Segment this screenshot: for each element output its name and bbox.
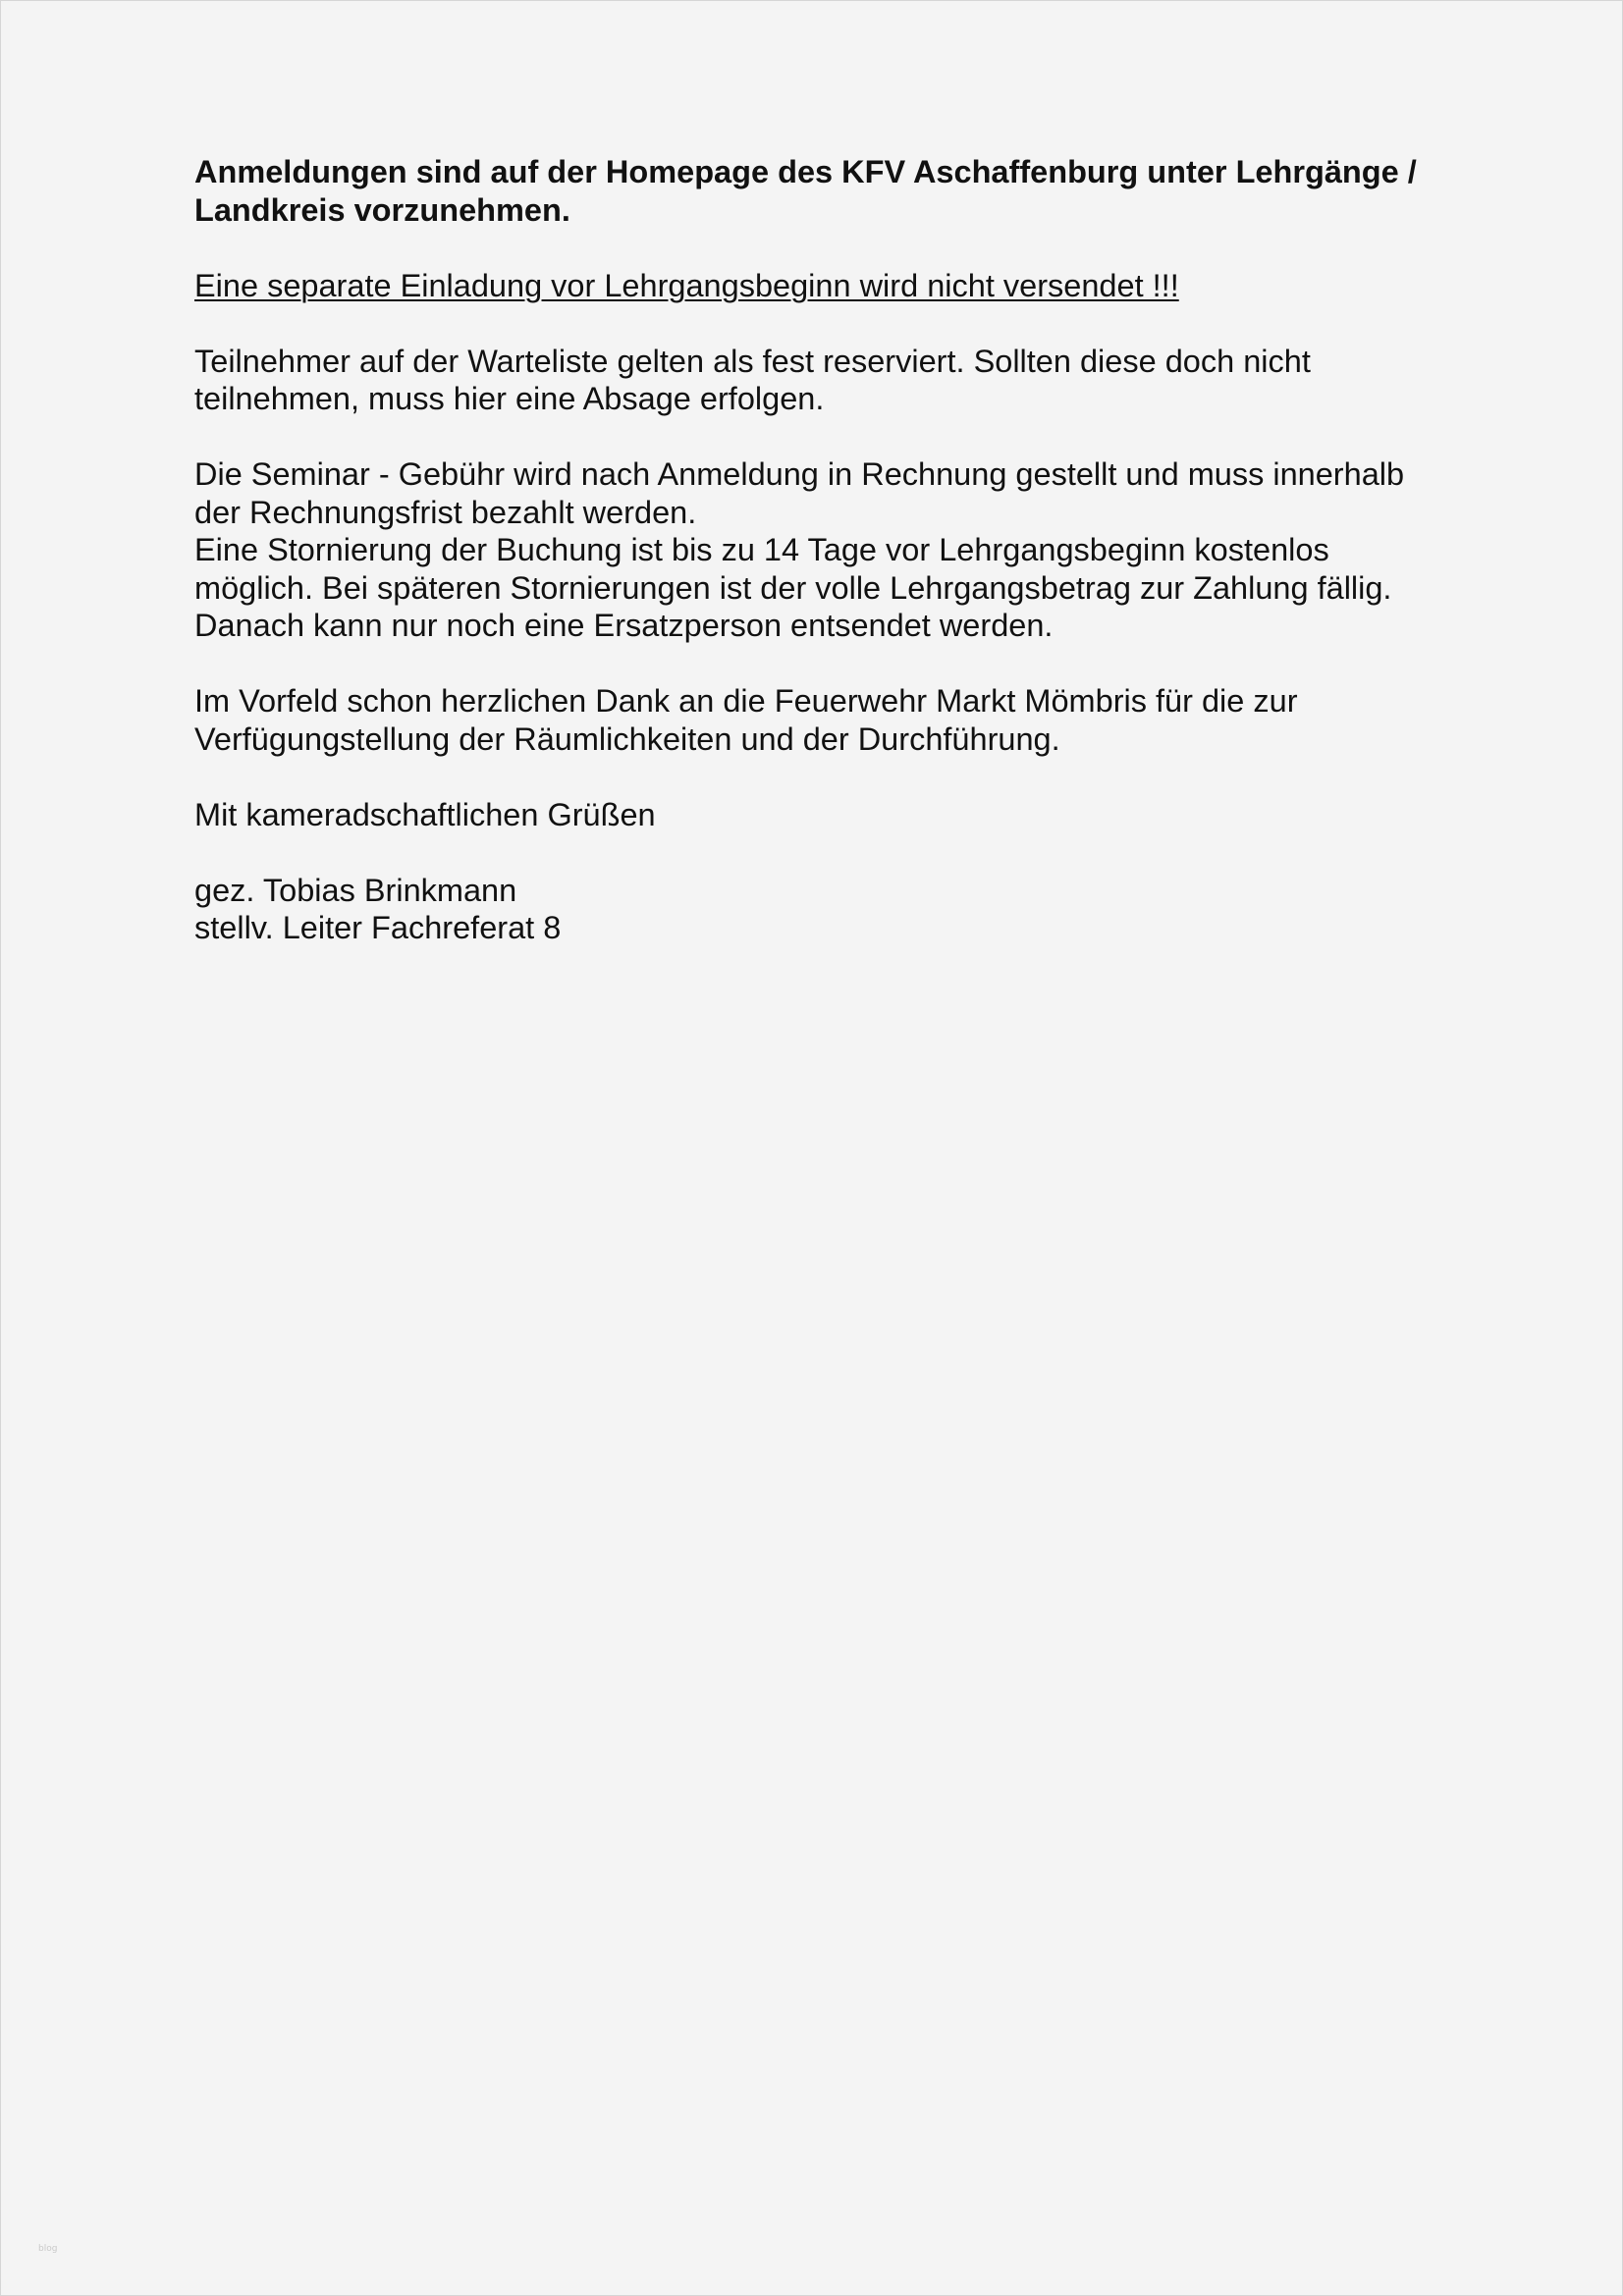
spacer [194, 645, 1490, 683]
registration-heading-line-2: Landkreis vorzunehmen. [194, 191, 570, 228]
thanks-line-2: Verfügungstellung der Räumlichkeiten und der Durchführung. [194, 721, 1060, 757]
fee-line-2: der Rechnungsfrist bezahlt werden. [194, 494, 697, 530]
waitlist-line-1: Teilnehmer auf der Warteliste gelten als fest reserviert. Sollten diese doch nicht [194, 343, 1311, 379]
spacer [194, 304, 1490, 343]
thanks-line-1: Im Vorfeld schon herzlichen Dank an die Feuerwehr Markt Mömbris für die zur [194, 683, 1298, 719]
watermark: blog [38, 2244, 58, 2254]
fee-line-1: Die Seminar - Gebühr wird nach Anmeldung in Rechnung gestellt und muss innerhalb [194, 456, 1405, 492]
spacer [194, 229, 1490, 267]
fee-line-5: Danach kann nur noch eine Ersatzperson entsendet werden. [194, 608, 1054, 643]
spacer [194, 833, 1490, 872]
closing-greeting: Mit kameradschaftlichen Grüßen [194, 796, 656, 832]
invitation-notice: Eine separate Einladung vor Lehrgangsbeginn wird nicht versendet !!! [194, 267, 1179, 303]
letter-body [194, 153, 1490, 947]
signature-name: gez. Tobias Brinkmann [194, 872, 517, 908]
fee-line-3: Eine Stornierung der Buchung ist bis zu 14 Tage vor Lehrgangsbeginn kostenlos [194, 532, 1329, 567]
spacer [194, 758, 1490, 796]
spacer [194, 418, 1490, 456]
signature-title: stellv. Leiter Fachreferat 8 [194, 910, 562, 945]
registration-heading-line-1: Anmeldungen sind auf der Homepage des KFV Aschaffenburg unter Lehrgänge / [194, 154, 1417, 189]
fee-line-4: möglich. Bei späteren Stornierungen ist der volle Lehrgangsbetrag zur Zahlung fällig. [194, 569, 1392, 606]
waitlist-line-2: teilnehmen, muss hier eine Absage erfolgen. [194, 381, 825, 416]
